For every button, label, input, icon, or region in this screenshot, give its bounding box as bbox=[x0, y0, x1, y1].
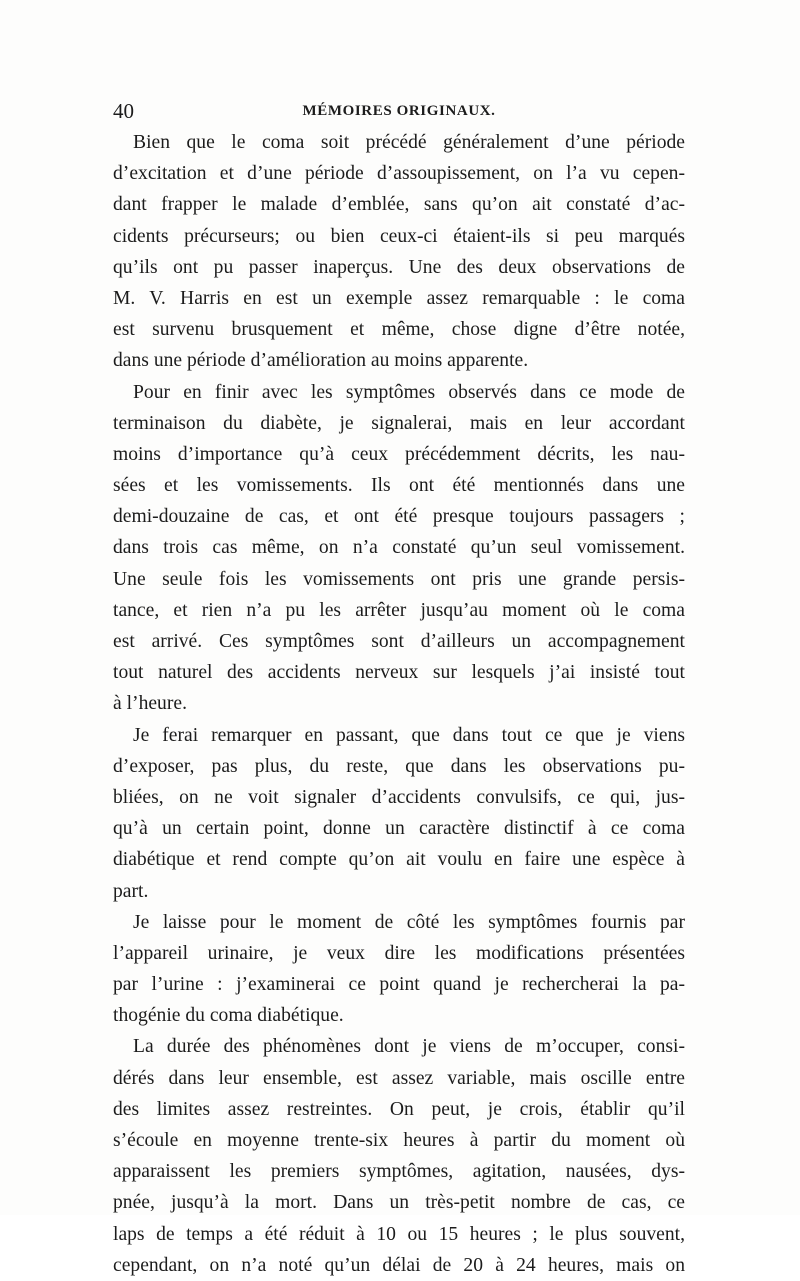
text-line: terminaison du diabète, je signalerai, mais en leur accordant bbox=[113, 412, 685, 434]
text-line: l’appareil urinaire, je veux dire les modifications présentées bbox=[113, 942, 685, 964]
text-line: laps de temps a été réduit à 10 ou 15 heures ; le plus souvent, bbox=[113, 1223, 685, 1245]
text-line: dant frapper le malade d’emblée, sans qu’on ait constaté d’ac- bbox=[113, 194, 685, 216]
paragraph-coma-onset bbox=[113, 127, 685, 377]
text-line: dans une période d’amélioration au moins apparente. bbox=[113, 350, 529, 372]
text-line: à l’heure. bbox=[113, 693, 187, 715]
page-number: 40 bbox=[113, 99, 134, 123]
text-line: bliées, on ne voit signaler d’accidents convulsifs, ce qui, jus- bbox=[113, 786, 685, 808]
text-line: des limites assez restreintes. On peut, je crois, établir qu’il bbox=[113, 1098, 685, 1120]
text-line: La durée des phénomènes dont je viens de m’occuper, consi- bbox=[133, 1036, 685, 1058]
text-line: moins d’importance qu’à ceux précédemment décrits, les nau- bbox=[113, 443, 685, 465]
text-line: est arrivé. Ces symptômes sont d’ailleurs un accompagnement bbox=[113, 631, 685, 652]
text-line: thogénie du coma diabétique. bbox=[113, 1005, 344, 1027]
paragraph-duration bbox=[113, 1031, 685, 1281]
text-line: qu’à un certain point, donne un caractère distinctif à ce coma bbox=[113, 818, 685, 840]
running-title: MÉMOIRES ORIGINAUX. bbox=[302, 103, 496, 119]
body-text bbox=[113, 127, 685, 1281]
text-line: demi-douzaine de cas, et ont été presque toujours passagers ; bbox=[113, 506, 685, 528]
running-header bbox=[113, 96, 685, 126]
text-line: Je ferai remarquer en passant, que dans tout ce que je viens bbox=[133, 724, 685, 746]
paragraph-urinary-symptoms bbox=[113, 907, 685, 1032]
text-line: tance, et rien n’a pu les arrêter jusqu’au moment où le coma bbox=[113, 599, 685, 621]
text-line: apparaissent les premiers symptômes, agitation, nausées, dys- bbox=[113, 1161, 685, 1183]
text-line: s’écoule en moyenne trente-six heures à partir du moment où bbox=[113, 1130, 685, 1151]
text-line: tout naturel des accidents nerveux sur lesquels j’ai insisté tout bbox=[113, 662, 685, 684]
text-line: dans trois cas même, on n’a constaté qu’un seul vomissement. bbox=[113, 537, 685, 559]
text-line: cidents précurseurs; ou bien ceux-ci étaient-ils si peu marqués bbox=[113, 225, 685, 247]
text-line: est survenu brusquement et même, chose digne d’être notée, bbox=[113, 319, 685, 341]
text-line: d’exposer, pas plus, du reste, que dans les observations pu- bbox=[113, 755, 685, 777]
text-line: dérés dans leur ensemble, est assez variable, mais oscille entre bbox=[113, 1067, 685, 1089]
text-line: diabétique et rend compte qu’on ait voulu en faire une espèce à bbox=[113, 849, 685, 871]
text-line: Bien que le coma soit précédé généralement d’une période bbox=[133, 132, 685, 153]
text-line: M. V. Harris en est un exemple assez remarquable : le coma bbox=[113, 287, 685, 309]
text-line: d’excitation et d’une période d’assoupissement, on l’a vu cepen- bbox=[113, 163, 685, 185]
paragraph-nausea-vomiting bbox=[113, 377, 685, 720]
paragraph-no-convulsions bbox=[113, 720, 685, 907]
text-line: pnée, jusqu’à la mort. Dans un très-petit nombre de cas, ce bbox=[113, 1192, 685, 1214]
text-line: Une seule fois les vomissements ont pris une grande persis- bbox=[113, 568, 685, 590]
text-line: Pour en finir avec les symptômes observés dans ce mode de bbox=[133, 381, 685, 403]
text-line: Je laisse pour le moment de côté les symptômes fournis par bbox=[133, 911, 685, 933]
text-line: qu’ils ont pu passer inaperçus. Une des deux observations de bbox=[113, 256, 685, 278]
text-line: par l’urine : j’examinerai ce point quand je rechercherai la pa- bbox=[113, 974, 685, 996]
text-line: part. bbox=[113, 880, 149, 902]
text-line: cependant, on n’a noté qu’un délai de 20 à 24 heures, mais on bbox=[113, 1254, 685, 1276]
text-line: sées et les vomissements. Ils ont été mentionnés dans une bbox=[113, 475, 685, 497]
